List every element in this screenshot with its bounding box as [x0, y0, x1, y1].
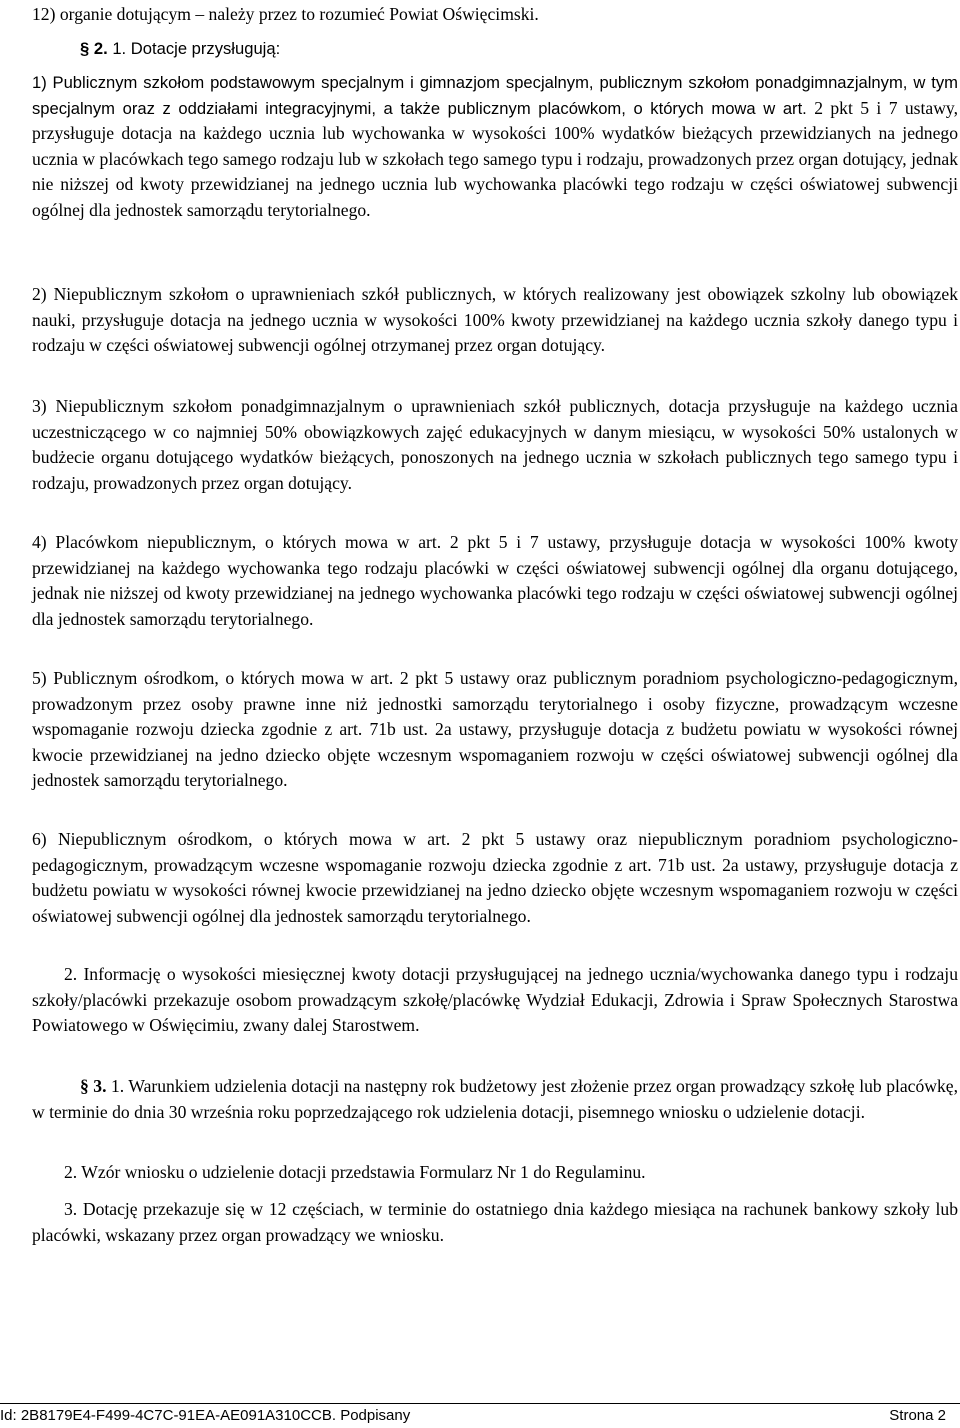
list-item-3: 3) Niepublicznym szkołom ponadgimnazjalnym o uprawnieniach szkół publicznych, dotacja przysługuje na każdego ucznia uczestniczącego w co najmniej 50% obowiązkowych zajęć edukacyjnych w danym miesiącu, w wysokości 50% ustalonych w budżecie organu dotującego wydatków bieżących, ponoszonych na jednego ucznia w szkołach publicznych tego samego typu i rodzaju, prowadzonych przez organ dotujący. — [32, 396, 958, 493]
section-3-paragraph-1 — [32, 1074, 958, 1125]
page-number: Strona 2 — [889, 1407, 946, 1424]
section-3-label: § 3. — [80, 1076, 107, 1096]
list-item-4: 4) Placówkom niepublicznym, o których mowa w art. 2 pkt 5 i 7 ustawy, przysługuje dotacja w wysokości 100% kwoty przewidzianej na każdego wychowanka tego rodzaju placówki w części oświatowej subwencji ogólnej dla organu dotującego, jednak nie niższej od kwoty przewidzianej na jednego wychowanka placówki tego rodzaju w części oświatowej subwencji ogólnej dla jednostek samorządu terytorialnego. — [32, 532, 958, 629]
list-item-6: 6) Niepublicznym ośrodkom, o których mowa w art. 2 pkt 5 ustawy oraz niepublicznym poradniom psychologiczno-pedagogicznym, prowadzącym wczesne wspomaganie rozwoju dziecka zgodnie z art. 71b ust. 2a ustawy, przysługuje dotacja z budżetu powiatu w wysokości równej kwocie przewidzianej na jedno dziecko objęte wczesnym wspomaganiem rozwoju w części oświatowej subwencji ogólnej dla jednostek samorządu terytorialnego. — [32, 829, 958, 926]
list-item-1-text-a: Publicznym szkołom podstawowym specjalnym i gimnazjom specjalnym, publicznym szkołom ponadgimnazjalnym, w tym specjalnym oraz z oddziałami integracyjnymi, a także publicznym placówkom, o których mowa w art. — [32, 73, 958, 118]
document-id: Id: 2B8179E4-F499-4C7C-91EA-AE091A310CCB. Podpisany — [0, 1407, 411, 1424]
list-item-1-number: 1) — [32, 73, 47, 92]
section-3-paragraph-1-text: 1. Warunkiem udzielenia dotacji na następny rok budżetowy jest złożenie przez organ prowadzący szkołę lub placówkę, w terminie do dnia 30 września roku poprzedzającego rok udzielenia dotacji, pisemnego wniosku o udzielenie dotacji. — [32, 1076, 959, 1122]
footer-divider — [0, 1403, 960, 1404]
section-3-paragraph-3: 3. Dotację przekazuje się w 12 częściach, w terminie do ostatniego dnia każdego miesiąca na rachunek bankowy szkoły lub placówki, wskazany przez organ prowadzący we wniosku. — [32, 1199, 958, 1245]
list-item-1 — [32, 70, 958, 223]
section-2-paragraph-1-number: 1. — [112, 39, 127, 58]
section-3-paragraph-2: 2. Wzór wniosku o udzielenie dotacji przedstawia Formularz Nr 1 do Regulaminu. — [64, 1162, 646, 1182]
section-2-label: § 2. — [80, 39, 108, 58]
definition-item-12: 12) organie dotującym – należy przez to rozumieć Powiat Oświęcimski. — [32, 4, 539, 24]
list-item-2: 2) Niepublicznym szkołom o uprawnieniach szkół publicznych, w których realizowany jest obowiązek szkolny lub obowiązek nauki, przysługuje dotacja na jednego ucznia w wysokości 100% kwoty przewidzianej na każdego ucznia szkoły danego typu i rodzaju w części oświatowej subwencji ogólnej otrzymanej przez organ dotujący. — [32, 284, 958, 355]
section-2-paragraph-1-text: Dotacje przysługują: — [130, 39, 281, 58]
section-2-paragraph-1 — [32, 36, 960, 62]
list-item-5: 5) Publicznym ośrodkom, o których mowa w art. 2 pkt 5 ustawy oraz publicznym poradniom psychologiczno-pedagogicznym, prowadzonym przez osoby prawne inne niż jednostki samorządu terytorialnego i osoby fizyczne, prowadzącym wczesne wspomaganie rozwoju dziecka zgodnie z art. 71b ust. 2a ustawy, przysługuje dotacja z budżetu powiatu w wysokości równej kwocie przewidzianej na jedno dziecko objęte wczesnym wspomaganiem rozwoju w części oświatowej subwencji ogólnej dla jednostek samorządu terytorialnego. — [32, 668, 958, 790]
list-item-1-text-b: 2 pkt 5 i 7 ustawy, przysługuje dotacja na każdego ucznia lub wychowanka w wysokości 100% wydatków bieżących przewidzianych na jednego ucznia w placówkach tego samego rodzaju lub w szkołach tego samego typu i rodzaju, prowadzonych przez organ dotujący, jednak nie niższej od kwoty przewidzianej na jednego ucznia lub wychowanka placówki tego rodzaju w części oświatowej subwencji ogólnej dla jednostek samorządu terytorialnego. — [32, 97, 958, 220]
section-2-paragraph-2: 2. Informację o wysokości miesięcznej kwoty dotacji przysługującej na jednego ucznia/wychowanka danego typu i rodzaju szkoły/placówki przekazuje osobom prowadzącym szkołę/placówkę Wydział Edukacji, Zdrowia i Spraw Społecznych Starostwa Powiatowego w Oświęcimiu, zwany dalej Starostwem. — [32, 964, 958, 1035]
